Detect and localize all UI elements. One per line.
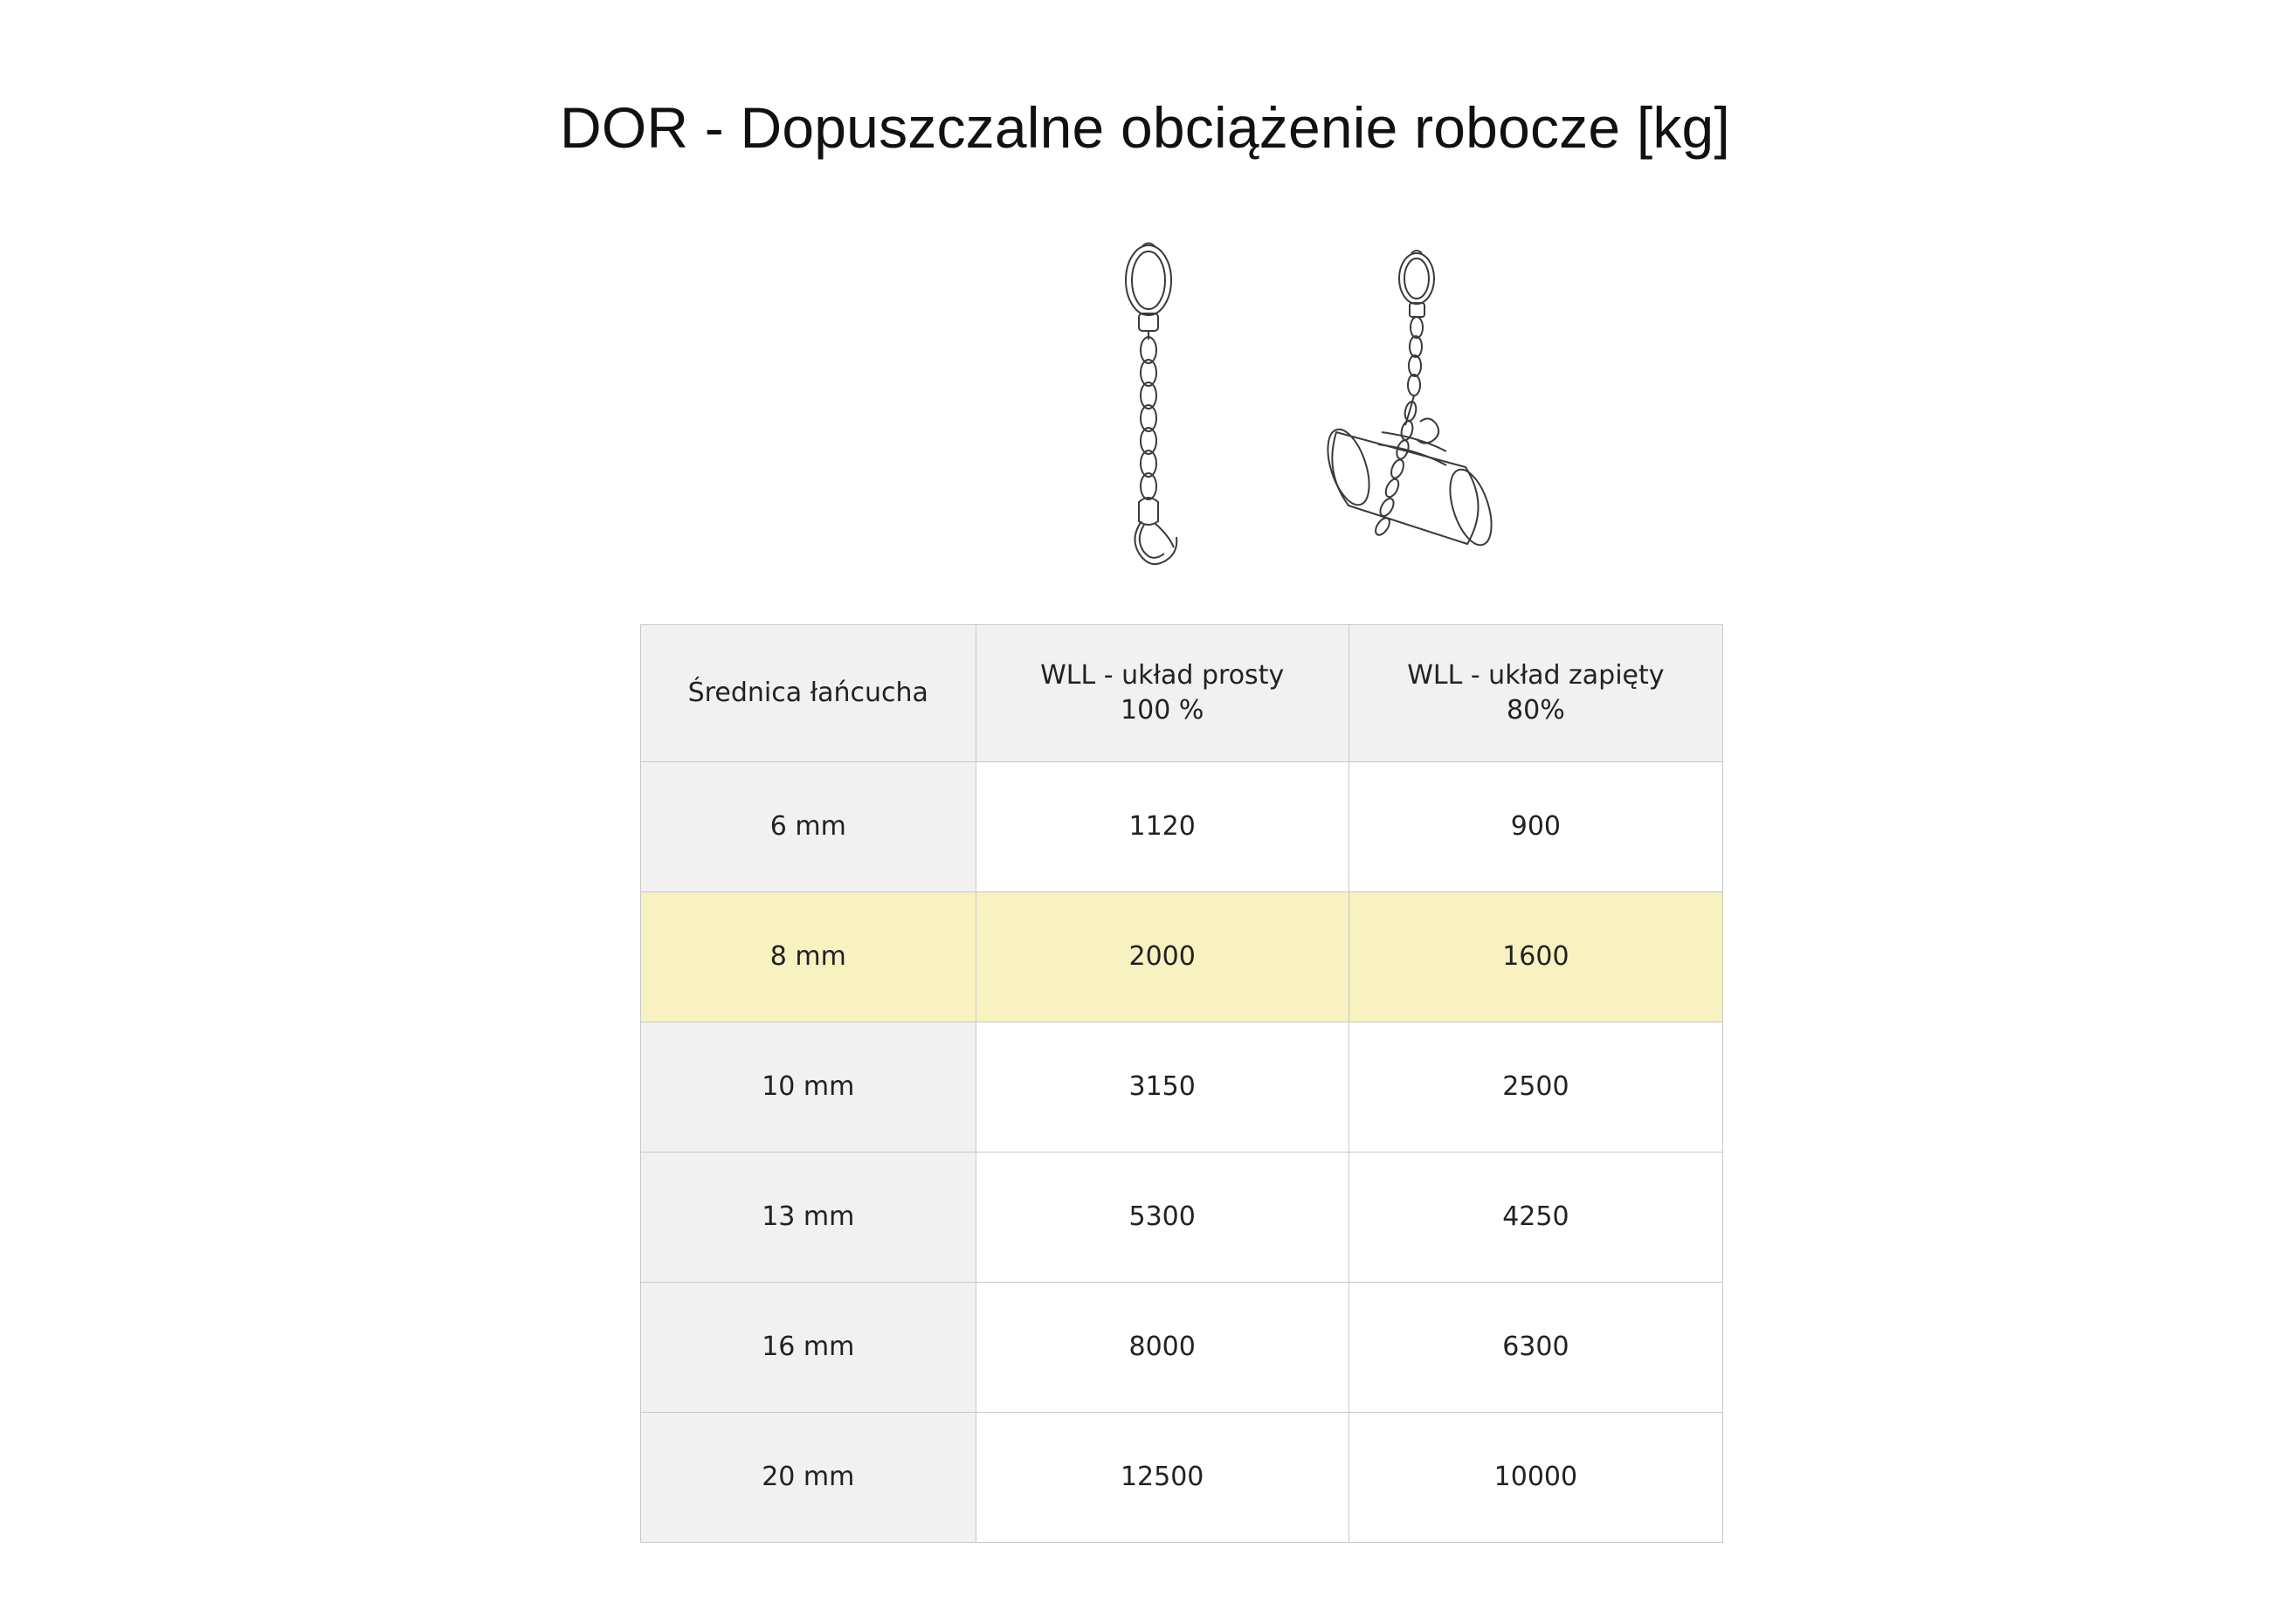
cell-straight: 12500 <box>976 1413 1348 1543</box>
cell-straight: 1120 <box>976 762 1348 892</box>
column-header-diameter-label: Średnica łańcucha <box>687 677 928 708</box>
cell-straight: 8000 <box>976 1283 1348 1413</box>
cell-diameter: 13 mm <box>641 1153 976 1283</box>
table-row <box>641 1153 1723 1283</box>
cell-diameter: 6 mm <box>641 762 976 892</box>
illustration-group <box>996 240 1624 589</box>
cell-straight: 3150 <box>976 1022 1348 1153</box>
cell-diameter: 20 mm <box>641 1413 976 1543</box>
wll-table <box>640 624 1723 1543</box>
cell-choked: 10000 <box>1348 1413 1722 1543</box>
table-row-highlighted <box>641 892 1723 1022</box>
cell-choked: 4250 <box>1348 1153 1722 1283</box>
cell-diameter: 16 mm <box>641 1283 976 1413</box>
column-header-diameter <box>641 625 976 762</box>
cell-choked: 6300 <box>1348 1283 1722 1413</box>
table-row <box>641 762 1723 892</box>
column-header-straight-sublabel: 100 % <box>1121 695 1204 726</box>
cell-choked: 2500 <box>1348 1022 1722 1153</box>
chain-sling-choked-figure <box>1284 249 1563 584</box>
cell-choked: 1600 <box>1348 892 1722 1022</box>
chain-sling-straight-icon <box>1074 240 1223 581</box>
table-row <box>641 1283 1723 1413</box>
table-header <box>641 625 1723 762</box>
cell-diameter: 8 mm <box>641 892 976 1022</box>
cell-straight: 5300 <box>976 1153 1348 1283</box>
column-header-choked-label: WLL - układ zapięty <box>1407 659 1665 691</box>
table-body <box>641 762 1723 1543</box>
table-row <box>641 1413 1723 1543</box>
column-header-straight <box>976 625 1348 762</box>
page-title: DOR - Dopuszczalne obciążenie robocze [kg] <box>559 95 1731 160</box>
cell-straight: 2000 <box>976 892 1348 1022</box>
chain-sling-choked-icon <box>1284 249 1563 581</box>
chain-sling-straight-figure <box>1074 240 1223 584</box>
column-header-choked <box>1348 625 1722 762</box>
cell-diameter: 10 mm <box>641 1022 976 1153</box>
column-header-choked-sublabel: 80% <box>1507 695 1565 726</box>
table-row <box>641 1022 1723 1153</box>
column-header-straight-label: WLL - układ prosty <box>1040 659 1285 691</box>
table-header-row <box>641 625 1723 762</box>
cell-choked: 900 <box>1348 762 1722 892</box>
